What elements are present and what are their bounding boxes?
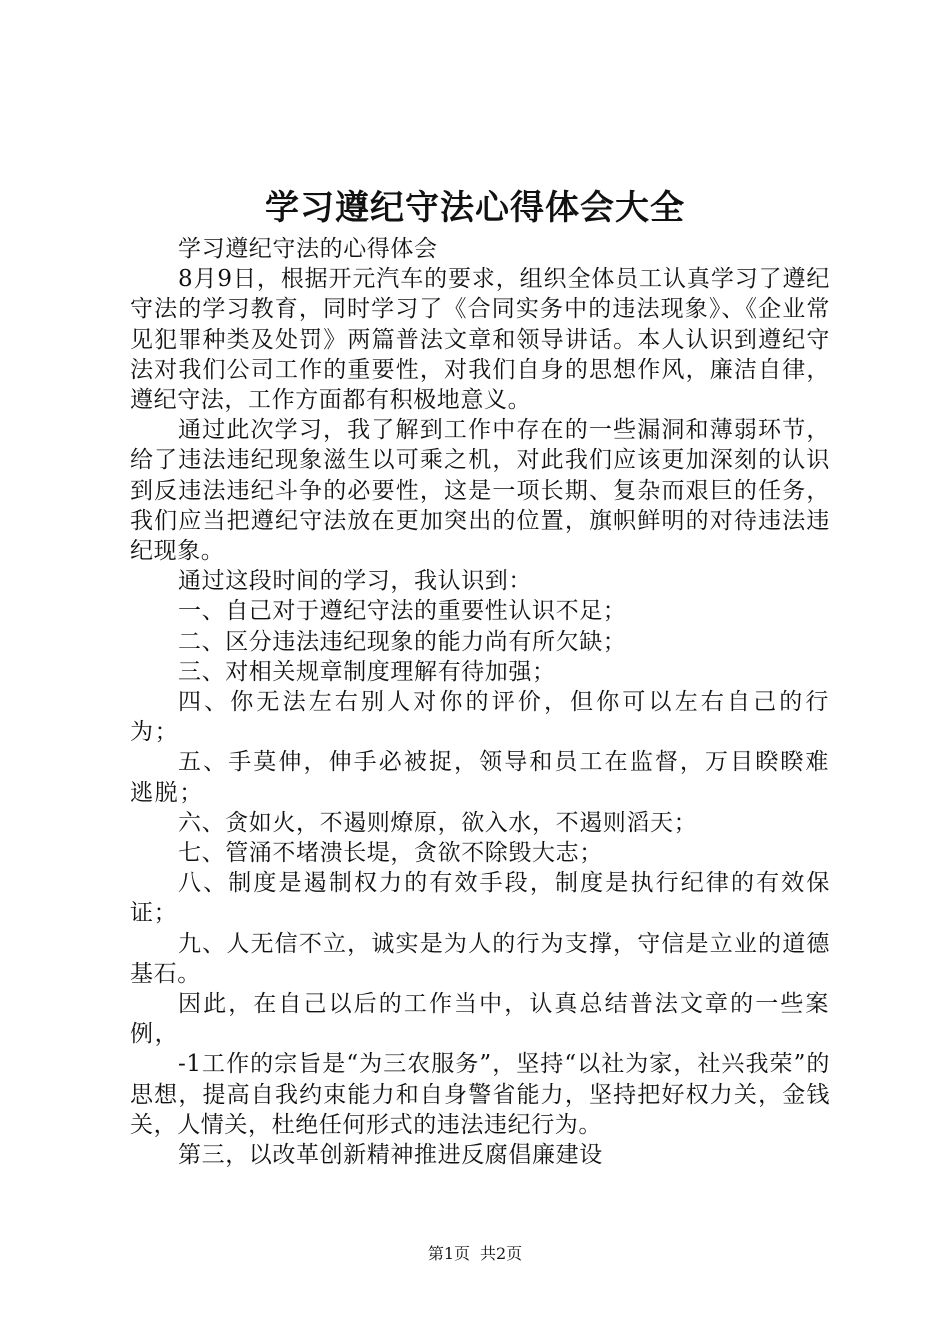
paragraph-intro: 8月9日，根据开元汽车的要求，组织全体员工认真学习了遵纪守法的学习教育，同时学习了《合同实务中的违法现象》、《企业常见犯罪种类及处罚》两篇普法文章和领导讲话。本人认识到遵纪守法对我们公司工作的重要性，对我们自身的思想作风，廉洁自律，遵纪守法，工作方面都有积极地意义。 xyxy=(130,266,830,414)
list-item-6: 六、贪如火，不遏则燎原，欲入水，不遏则滔天； xyxy=(178,809,698,836)
list-item-3: 三、对相关规章制度理解有待加强； xyxy=(178,658,556,685)
paragraph-realization: 通过这段时间的学习，我认识到： xyxy=(178,568,532,595)
paragraph-third: 第三，以改革创新精神推进反腐倡廉建设 xyxy=(178,1142,603,1169)
document-body xyxy=(130,234,830,1170)
list-item-7: 七、管涌不堵溃长堤，贪欲不除毁大志； xyxy=(178,840,603,867)
page-number: 第1页 xyxy=(427,1244,470,1263)
paragraph-purpose: -1工作的宗旨是“为三农服务”，坚持“以社为家，社兴我荣”的思想，提高自我约束能力和自身警省能力，坚持把好权力关，金钱关，人情关，杜绝任何形式的违法违纪行为。 xyxy=(130,1051,830,1138)
list-item-2: 二、区分违法违纪现象的能力尚有所欠缺； xyxy=(178,628,627,655)
page-footer xyxy=(0,1243,950,1265)
paragraph-learning: 通过此次学习，我了解到工作中存在的一些漏洞和薄弱环节，给了违法违纪现象滋生以可乘之机，对此我们应该更加深刻的认识到反违法违纪斗争的必要性，这是一项长期、复杂而艰巨的任务，我们应当把遵纪守法放在更加突出的位置，旗帜鲜明的对待违法违纪现象。 xyxy=(130,417,830,565)
list-item-4: 四、你无法左右别人对你的评价，但你可以左右自己的行为； xyxy=(130,689,830,746)
page-total: 共2页 xyxy=(480,1244,523,1263)
paragraph-therefore: 因此，在自己以后的工作当中，认真总结普法文章的一些案例， xyxy=(130,991,830,1048)
paragraph-subtitle: 学习遵纪守法的心得体会 xyxy=(178,236,438,262)
list-item-1: 一、自己对于遵纪守法的重要性认识不足； xyxy=(178,598,627,625)
list-item-8: 八、制度是遏制权力的有效手段，制度是执行纪律的有效保证； xyxy=(130,870,830,927)
list-item-5: 五、手莫伸，伸手必被捉，领导和员工在监督，万目睽睽难逃脱； xyxy=(130,749,830,806)
document-title: 学习遵纪守法心得体会大全 xyxy=(265,188,685,228)
list-item-9: 九、人无信不立，诚实是为人的行为支撑，守信是立业的道德基石。 xyxy=(130,930,830,987)
